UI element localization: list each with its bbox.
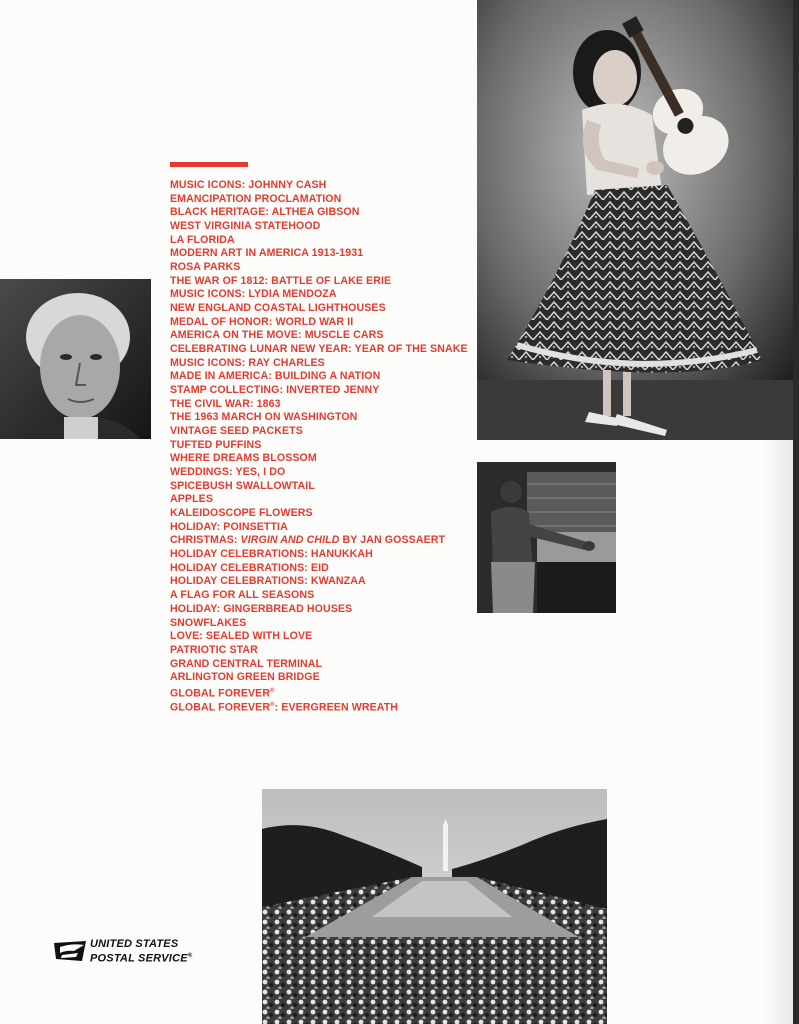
list-item: HOLIDAY: POINSETTIA <box>170 520 288 533</box>
list-item: MODERN ART IN AMERICA 1913-1931 <box>170 247 364 260</box>
accent-bar <box>170 162 248 167</box>
list-item: LOVE: SEALED WITH LOVE <box>170 630 313 643</box>
list-item: CELEBRATING LUNAR NEW YEAR: YEAR OF THE SNAKE <box>170 343 468 356</box>
list-item: SPICEBUSH SWALLOWTAIL <box>170 479 315 492</box>
list-item: MUSIC ICONS: RAY CHARLES <box>170 356 325 369</box>
list-item: MEDAL OF HONOR: WORLD WAR II <box>170 315 354 328</box>
list-item: ROSA PARKS <box>170 261 241 274</box>
usps-line-2-text: POSTAL SERVICE <box>90 952 188 965</box>
global-forever-wreath-suffix: : EVERGREEN WREATH <box>274 701 399 714</box>
list-item: VINTAGE SEED PACKETS <box>170 425 303 438</box>
list-item: GRAND CENTRAL TERMINAL <box>170 657 323 670</box>
usps-line-2 <box>90 951 192 965</box>
registered-mark: ® <box>187 952 193 959</box>
list-item: WHERE DREAMS BLOSSOM <box>170 452 317 465</box>
photo-elderly-woman-portrait <box>0 279 151 439</box>
list-item: TUFTED PUFFINS <box>170 438 262 451</box>
christmas-prefix: CHRISTMAS: <box>170 534 241 547</box>
global-forever-wreath-label: GLOBAL FOREVER <box>170 701 271 714</box>
list-item: HOLIDAY CELEBRATIONS: KWANZAA <box>170 575 366 588</box>
list-item: HOLIDAY: GINGERBREAD HOUSES <box>170 602 353 615</box>
list-item: THE CIVIL WAR: 1863 <box>170 397 281 410</box>
list-item: APPLES <box>170 493 213 506</box>
list-item: NEW ENGLAND COASTAL LIGHTHOUSES <box>170 302 386 315</box>
list-item-christmas <box>170 534 468 548</box>
global-forever-label: GLOBAL FOREVER <box>170 687 271 700</box>
list-item: THE 1963 MARCH ON WASHINGTON <box>170 411 358 424</box>
list-item: WEST VIRGINIA STATEHOOD <box>170 220 321 233</box>
list-item: MADE IN AMERICA: BUILDING A NATION <box>170 370 381 383</box>
list-item: HOLIDAY CELEBRATIONS: HANUKKAH <box>170 548 373 561</box>
list-item: WEDDINGS: YES, I DO <box>170 466 286 479</box>
photo-march-on-washington-crowd <box>262 789 607 1024</box>
list-item: ARLINGTON GREEN BRIDGE <box>170 671 320 684</box>
list-item: BLACK HERITAGE: ALTHEA GIBSON <box>170 206 360 219</box>
registered-mark: ® <box>270 701 275 708</box>
list-item-global-forever <box>170 685 468 699</box>
usps-wordmark <box>90 939 192 965</box>
list-item: STAMP COLLECTING: INVERTED JENNY <box>170 384 380 397</box>
list-item: KALEIDOSCOPE FLOWERS <box>170 507 313 520</box>
page-edge-shadow <box>763 440 793 1024</box>
christmas-suffix: BY JAN GOSSAERT <box>339 534 446 547</box>
photo-man-at-machine <box>477 462 616 613</box>
list-item: PATRIOTIC STAR <box>170 643 258 656</box>
list-item: HOLIDAY CELEBRATIONS: EID <box>170 561 329 574</box>
list-item: AMERICA ON THE MOVE: MUSCLE CARS <box>170 329 384 342</box>
list-item: EMANCIPATION PROCLAMATION <box>170 192 342 205</box>
christmas-artwork-title: VIRGIN AND CHILD <box>240 534 340 547</box>
list-item-global-forever-wreath <box>170 699 468 713</box>
page-edge <box>793 0 799 1024</box>
list-item: MUSIC ICONS: LYDIA MENDOZA <box>170 288 337 301</box>
list-item: LA FLORIDA <box>170 233 235 246</box>
photo-singer-with-guitar <box>477 0 793 440</box>
list-item: A FLAG FOR ALL SEASONS <box>170 589 315 602</box>
list-item: SNOWFLAKES <box>170 616 247 629</box>
list-item: MUSIC ICONS: JOHNNY CASH <box>170 179 327 191</box>
usps-line-1: UNITED STATES <box>90 938 179 950</box>
registered-mark: ® <box>270 687 275 694</box>
list-item: THE WAR OF 1812: BATTLE OF LAKE ERIE <box>170 274 392 287</box>
stamp-title-list <box>170 179 468 712</box>
